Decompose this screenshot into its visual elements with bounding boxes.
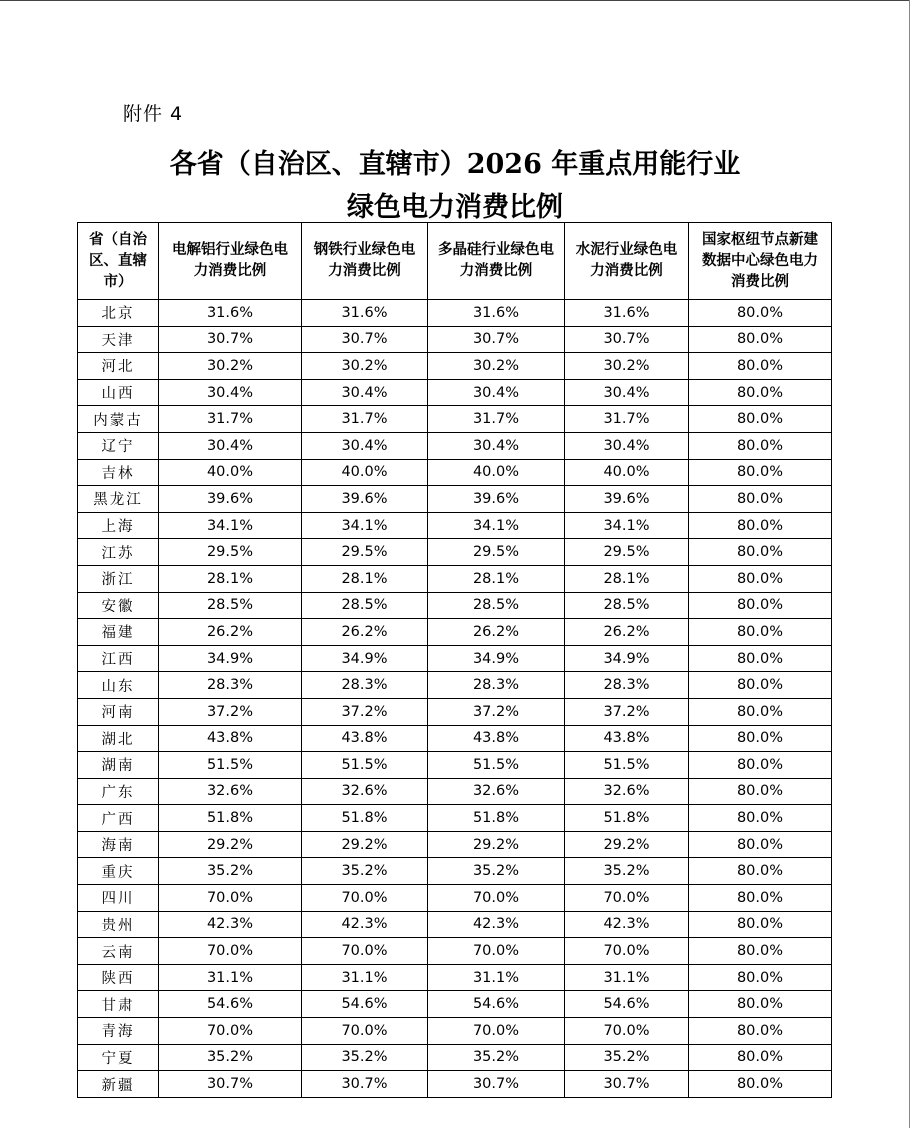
data-center-cell: 80.0% [689, 938, 832, 965]
province-cell: 山西 [78, 379, 159, 406]
province-cell: 浙江 [78, 565, 159, 592]
province-cell: 江苏 [78, 539, 159, 566]
table-row [78, 565, 832, 592]
polysilicon-cell: 30.4% [428, 379, 565, 406]
province-cell: 广东 [78, 778, 159, 805]
cement-cell: 35.2% [565, 1044, 689, 1071]
province-cell: 福建 [78, 619, 159, 646]
steel-cell: 28.5% [302, 592, 428, 619]
aluminum-cell: 31.7% [159, 406, 302, 433]
province-cell: 宁夏 [78, 1044, 159, 1071]
aluminum-cell: 51.5% [159, 752, 302, 779]
polysilicon-cell: 34.1% [428, 512, 565, 539]
province-cell: 新疆 [78, 1071, 159, 1098]
cement-cell: 28.3% [565, 672, 689, 699]
polysilicon-cell: 70.0% [428, 1018, 565, 1045]
aluminum-cell: 35.2% [159, 1044, 302, 1071]
steel-cell: 31.6% [302, 300, 428, 327]
province-cell: 内蒙古 [78, 406, 159, 433]
province-cell: 山东 [78, 672, 159, 699]
province-cell: 安徽 [78, 592, 159, 619]
steel-cell: 31.7% [302, 406, 428, 433]
steel-cell: 29.5% [302, 539, 428, 566]
steel-cell: 42.3% [302, 911, 428, 938]
aluminum-cell: 29.5% [159, 539, 302, 566]
data-center-cell: 80.0% [689, 406, 832, 433]
cement-cell: 30.4% [565, 432, 689, 459]
aluminum-cell: 30.7% [159, 1071, 302, 1098]
table-row [78, 885, 832, 912]
cement-cell: 42.3% [565, 911, 689, 938]
cement-cell: 32.6% [565, 778, 689, 805]
aluminum-cell: 43.8% [159, 725, 302, 752]
table-row [78, 512, 832, 539]
steel-cell: 70.0% [302, 1018, 428, 1045]
aluminum-cell: 51.8% [159, 805, 302, 832]
aluminum-cell: 30.7% [159, 326, 302, 353]
polysilicon-cell: 30.7% [428, 1071, 565, 1098]
table-row [78, 672, 832, 699]
table-row [78, 353, 832, 380]
polysilicon-cell: 30.7% [428, 326, 565, 353]
cement-cell: 37.2% [565, 698, 689, 725]
data-center-cell: 80.0% [689, 885, 832, 912]
steel-cell: 54.6% [302, 991, 428, 1018]
data-center-cell: 80.0% [689, 432, 832, 459]
table-row [78, 698, 832, 725]
polysilicon-cell: 37.2% [428, 698, 565, 725]
steel-cell: 37.2% [302, 698, 428, 725]
polysilicon-cell: 30.4% [428, 432, 565, 459]
province-cell: 海南 [78, 831, 159, 858]
province-cell: 贵州 [78, 911, 159, 938]
steel-cell: 34.1% [302, 512, 428, 539]
data-center-cell: 80.0% [689, 964, 832, 991]
polysilicon-cell: 70.0% [428, 885, 565, 912]
polysilicon-cell: 31.6% [428, 300, 565, 327]
cement-cell: 29.5% [565, 539, 689, 566]
province-cell: 黑龙江 [78, 486, 159, 513]
header-province: 省（自治区、直辖市） [78, 223, 159, 300]
aluminum-cell: 26.2% [159, 619, 302, 646]
polysilicon-cell: 31.1% [428, 964, 565, 991]
province-cell: 青海 [78, 1018, 159, 1045]
table-row [78, 539, 832, 566]
table-row [78, 938, 832, 965]
steel-cell: 39.6% [302, 486, 428, 513]
cement-cell: 30.7% [565, 1071, 689, 1098]
data-center-cell: 80.0% [689, 619, 832, 646]
header-data-center: 国家枢纽节点新建数据中心绿色电力消费比例 [689, 223, 832, 300]
steel-cell: 35.2% [302, 1044, 428, 1071]
data-center-cell: 80.0% [689, 300, 832, 327]
polysilicon-cell: 31.7% [428, 406, 565, 433]
aluminum-cell: 29.2% [159, 831, 302, 858]
attachment-label: 附件 4 [123, 103, 184, 125]
province-cell: 上海 [78, 512, 159, 539]
polysilicon-cell: 30.2% [428, 353, 565, 380]
aluminum-cell: 35.2% [159, 858, 302, 885]
province-cell: 陕西 [78, 964, 159, 991]
table-header-row [78, 223, 832, 300]
polysilicon-cell: 34.9% [428, 645, 565, 672]
aluminum-cell: 28.3% [159, 672, 302, 699]
steel-cell: 30.4% [302, 432, 428, 459]
aluminum-cell: 30.4% [159, 432, 302, 459]
table-body [78, 300, 832, 1098]
steel-cell: 30.2% [302, 353, 428, 380]
province-cell: 四川 [78, 885, 159, 912]
cement-cell: 31.1% [565, 964, 689, 991]
cement-cell: 34.1% [565, 512, 689, 539]
polysilicon-cell: 29.5% [428, 539, 565, 566]
polysilicon-cell: 70.0% [428, 938, 565, 965]
data-center-cell: 80.0% [689, 353, 832, 380]
province-cell: 湖北 [78, 725, 159, 752]
table-row [78, 432, 832, 459]
aluminum-cell: 28.1% [159, 565, 302, 592]
polysilicon-cell: 43.8% [428, 725, 565, 752]
data-center-cell: 80.0% [689, 831, 832, 858]
table-row [78, 1071, 832, 1098]
province-cell: 天津 [78, 326, 159, 353]
cement-cell: 54.6% [565, 991, 689, 1018]
cement-cell: 31.6% [565, 300, 689, 327]
data-center-cell: 80.0% [689, 1071, 832, 1098]
document-title-line-1: 各省（自治区、直辖市）2026 年重点用能行业 [169, 149, 741, 180]
header-aluminum: 电解铝行业绿色电力消费比例 [159, 223, 302, 300]
table-row [78, 459, 832, 486]
cement-cell: 40.0% [565, 459, 689, 486]
province-cell: 湖南 [78, 752, 159, 779]
steel-cell: 32.6% [302, 778, 428, 805]
steel-cell: 28.1% [302, 565, 428, 592]
data-center-cell: 80.0% [689, 672, 832, 699]
polysilicon-cell: 51.5% [428, 752, 565, 779]
steel-cell: 43.8% [302, 725, 428, 752]
header-polysilicon: 多晶硅行业绿色电力消费比例 [428, 223, 565, 300]
table-row [78, 805, 832, 832]
steel-cell: 31.1% [302, 964, 428, 991]
polysilicon-cell: 39.6% [428, 486, 565, 513]
data-center-cell: 80.0% [689, 565, 832, 592]
table-row [78, 326, 832, 353]
data-center-cell: 80.0% [689, 725, 832, 752]
table-row [78, 752, 832, 779]
cement-cell: 35.2% [565, 858, 689, 885]
table-row [78, 619, 832, 646]
aluminum-cell: 31.1% [159, 964, 302, 991]
top-border-line [0, 0, 910, 1]
aluminum-cell: 54.6% [159, 991, 302, 1018]
cement-cell: 70.0% [565, 938, 689, 965]
header-steel: 钢铁行业绿色电力消费比例 [302, 223, 428, 300]
cement-cell: 39.6% [565, 486, 689, 513]
polysilicon-cell: 29.2% [428, 831, 565, 858]
data-center-cell: 80.0% [689, 1018, 832, 1045]
table-row [78, 911, 832, 938]
steel-cell: 34.9% [302, 645, 428, 672]
province-cell: 北京 [78, 300, 159, 327]
table-row [78, 379, 832, 406]
cement-cell: 30.4% [565, 379, 689, 406]
data-center-cell: 80.0% [689, 459, 832, 486]
data-center-cell: 80.0% [689, 486, 832, 513]
table-row [78, 300, 832, 327]
table-row [78, 592, 832, 619]
table-row [78, 1044, 832, 1071]
data-center-cell: 80.0% [689, 379, 832, 406]
data-center-cell: 80.0% [689, 911, 832, 938]
steel-cell: 30.7% [302, 1071, 428, 1098]
steel-cell: 29.2% [302, 831, 428, 858]
province-cell: 云南 [78, 938, 159, 965]
table-row [78, 778, 832, 805]
data-center-cell: 80.0% [689, 991, 832, 1018]
cement-cell: 70.0% [565, 885, 689, 912]
aluminum-cell: 34.1% [159, 512, 302, 539]
data-center-cell: 80.0% [689, 592, 832, 619]
polysilicon-cell: 28.5% [428, 592, 565, 619]
province-cell: 辽宁 [78, 432, 159, 459]
table-row [78, 964, 832, 991]
aluminum-cell: 30.4% [159, 379, 302, 406]
steel-cell: 51.8% [302, 805, 428, 832]
steel-cell: 28.3% [302, 672, 428, 699]
polysilicon-cell: 54.6% [428, 991, 565, 1018]
cement-cell: 29.2% [565, 831, 689, 858]
province-cell: 江西 [78, 645, 159, 672]
steel-cell: 30.4% [302, 379, 428, 406]
data-center-cell: 80.0% [689, 805, 832, 832]
table-row [78, 1018, 832, 1045]
aluminum-cell: 40.0% [159, 459, 302, 486]
cement-cell: 51.8% [565, 805, 689, 832]
aluminum-cell: 34.9% [159, 645, 302, 672]
polysilicon-cell: 42.3% [428, 911, 565, 938]
steel-cell: 51.5% [302, 752, 428, 779]
cement-cell: 31.7% [565, 406, 689, 433]
province-cell: 广西 [78, 805, 159, 832]
province-cell: 河北 [78, 353, 159, 380]
steel-cell: 35.2% [302, 858, 428, 885]
aluminum-cell: 70.0% [159, 885, 302, 912]
province-cell: 甘肃 [78, 991, 159, 1018]
steel-cell: 30.7% [302, 326, 428, 353]
data-center-cell: 80.0% [689, 1044, 832, 1071]
aluminum-cell: 31.6% [159, 300, 302, 327]
data-center-cell: 80.0% [689, 698, 832, 725]
data-center-cell: 80.0% [689, 752, 832, 779]
steel-cell: 70.0% [302, 885, 428, 912]
data-center-cell: 80.0% [689, 858, 832, 885]
document-title-line-2: 绿色电力消费比例 [347, 192, 563, 223]
polysilicon-cell: 28.1% [428, 565, 565, 592]
aluminum-cell: 30.2% [159, 353, 302, 380]
table-row [78, 725, 832, 752]
cement-cell: 51.5% [565, 752, 689, 779]
aluminum-cell: 42.3% [159, 911, 302, 938]
cement-cell: 30.7% [565, 326, 689, 353]
cement-cell: 28.5% [565, 592, 689, 619]
cement-cell: 26.2% [565, 619, 689, 646]
table-row [78, 858, 832, 885]
province-cell: 河南 [78, 698, 159, 725]
table-row [78, 406, 832, 433]
aluminum-cell: 37.2% [159, 698, 302, 725]
cement-cell: 30.2% [565, 353, 689, 380]
steel-cell: 26.2% [302, 619, 428, 646]
aluminum-cell: 39.6% [159, 486, 302, 513]
polysilicon-cell: 26.2% [428, 619, 565, 646]
steel-cell: 70.0% [302, 938, 428, 965]
polysilicon-cell: 35.2% [428, 858, 565, 885]
cement-cell: 28.1% [565, 565, 689, 592]
header-cement: 水泥行业绿色电力消费比例 [565, 223, 689, 300]
data-center-cell: 80.0% [689, 778, 832, 805]
data-center-cell: 80.0% [689, 645, 832, 672]
province-cell: 重庆 [78, 858, 159, 885]
data-center-cell: 80.0% [689, 539, 832, 566]
polysilicon-cell: 35.2% [428, 1044, 565, 1071]
data-center-cell: 80.0% [689, 512, 832, 539]
table-row [78, 991, 832, 1018]
cement-cell: 43.8% [565, 725, 689, 752]
aluminum-cell: 70.0% [159, 938, 302, 965]
green-power-ratio-table [77, 222, 832, 1098]
aluminum-cell: 32.6% [159, 778, 302, 805]
table-row [78, 645, 832, 672]
polysilicon-cell: 28.3% [428, 672, 565, 699]
data-center-cell: 80.0% [689, 326, 832, 353]
aluminum-cell: 70.0% [159, 1018, 302, 1045]
polysilicon-cell: 51.8% [428, 805, 565, 832]
table-row [78, 486, 832, 513]
polysilicon-cell: 32.6% [428, 778, 565, 805]
province-cell: 吉林 [78, 459, 159, 486]
steel-cell: 40.0% [302, 459, 428, 486]
aluminum-cell: 28.5% [159, 592, 302, 619]
polysilicon-cell: 40.0% [428, 459, 565, 486]
cement-cell: 70.0% [565, 1018, 689, 1045]
cement-cell: 34.9% [565, 645, 689, 672]
table-row [78, 831, 832, 858]
